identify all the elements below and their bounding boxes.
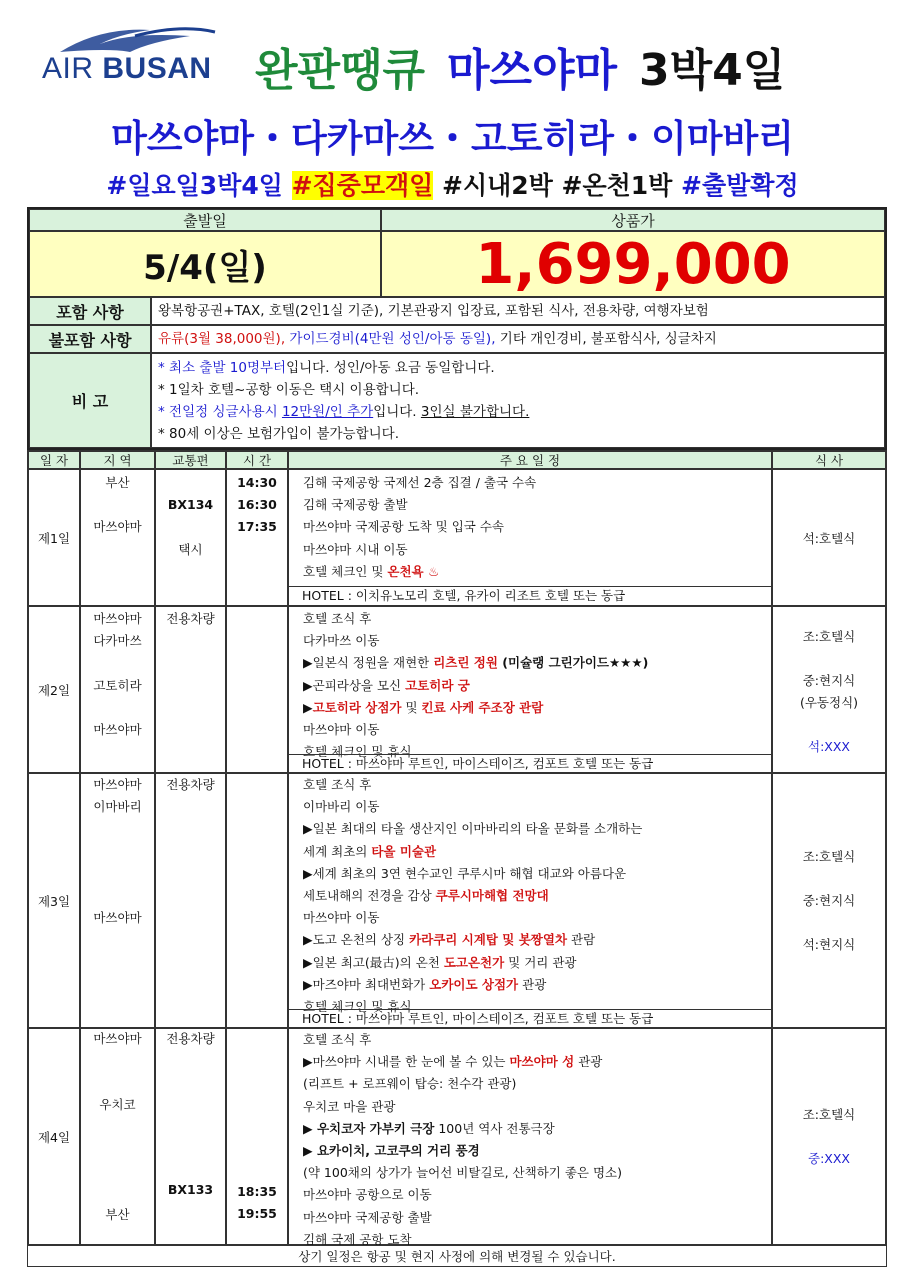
itinerary-item: 김해 국제공항 출발	[303, 497, 408, 513]
itinerary-item: 마쓰야마 공항으로 이동	[303, 1187, 432, 1203]
transport: 전용차량	[166, 1031, 215, 1046]
tag-onsen-night: #온천1박	[561, 171, 673, 200]
headline	[255, 34, 785, 98]
logo-text: AIR BUSAN	[42, 52, 212, 85]
itinerary-item: 세토내해의 전경을 감상	[303, 887, 436, 903]
kabuki-theater: ▶ 우치코자 가부키 극장	[303, 1120, 435, 1136]
tag-sunday: #일요일3박4일	[106, 171, 283, 200]
day2-transport	[155, 606, 226, 773]
itinerary-item: 및 거리 관광	[504, 954, 577, 970]
notes-text	[151, 353, 885, 448]
itinerary-item: 김해 국제 공항 도착	[303, 1231, 412, 1247]
day4-regions	[80, 1028, 155, 1245]
time: 19:55	[237, 1206, 277, 1221]
itinerary-item: 김해 국제공항 국제선 2층 집결 / 출국 수속	[303, 475, 537, 490]
flight-number: BX134	[167, 497, 214, 513]
itinerary-item: (약 100채의 상가가 늘어선 비탈길로, 산책하기 좋은 명소)	[303, 1165, 622, 1181]
route-line: 마쓰야마・다카마쓰・고토히라・이마바리	[111, 117, 794, 160]
tag-confirmed: #출발확정	[681, 171, 799, 200]
single-charge: 12만원/인 추가	[281, 404, 374, 420]
day3-times	[226, 773, 288, 1028]
itinerary-item: ▶ 요카이치, 고코쿠의 거리 풍경	[303, 1142, 480, 1158]
itinerary-item: 100년 역사 전통극장	[434, 1120, 555, 1136]
no-triple: 3인실 불가합니다.	[420, 404, 530, 420]
itinerary-item: ▶도고 온천의 상징	[303, 932, 410, 948]
note-2: * 1일차 호텔~공항 이동은 택시 이용합니다.	[158, 382, 420, 398]
info-table	[27, 207, 887, 450]
time: 14:30	[237, 475, 277, 490]
destination-title: 마쓰야마	[447, 45, 618, 96]
day4-itinerary	[288, 1028, 772, 1245]
region: 마쓰야마	[93, 519, 142, 535]
day4-transport	[155, 1028, 226, 1245]
col-time: 시 간	[226, 451, 288, 469]
itinerary-item: 우치코 마을 관광	[303, 1098, 396, 1114]
itinerary-item: 이마바리 이동	[303, 799, 380, 815]
onsen-bath: 온천욕 ♨	[387, 563, 440, 579]
day1-meal: 석:호텔식	[772, 469, 886, 606]
hashtags	[0, 166, 905, 202]
kurushima-observatory: 쿠루시마해협 전망대	[435, 887, 549, 903]
meal: (우동정식)	[799, 695, 859, 710]
col-meal: 식 사	[772, 451, 886, 469]
region: 우치코	[99, 1097, 136, 1112]
day2-meals	[772, 606, 886, 773]
day2-regions	[80, 606, 155, 773]
time: 16:30	[237, 497, 277, 513]
day2-times	[226, 606, 288, 773]
meal: 중:현지식	[802, 673, 856, 688]
promo-title: 완판땡큐	[255, 45, 426, 96]
region: 마쓰야마	[93, 1031, 142, 1046]
itinerary-item: 호텔 체크인 및	[303, 563, 388, 579]
excluded-text	[151, 325, 885, 353]
itinerary-item: 다카마쓰 이동	[303, 633, 380, 649]
region: 이마바리	[93, 799, 142, 815]
included-text: 왕복항공권+TAX, 호텔(2인1실 기준), 기본관광지 입장료, 포함된 식사, 전용차량, 여행자보험	[151, 297, 885, 325]
day1-times	[226, 469, 288, 606]
region: 마쓰야마	[93, 611, 142, 626]
sake-brewery: 킨료 사케 주조장 관람	[421, 699, 544, 715]
excluded-label: 불포함 사항	[29, 325, 151, 353]
okaido-street: 오카이도 상점가	[429, 976, 519, 992]
region: 다카마쓰	[93, 633, 142, 649]
clock-tower: 카라쿠리 시계탑 및 봇짱열차	[409, 932, 568, 948]
schedule-table	[27, 450, 887, 1267]
flight-number: BX133	[167, 1182, 214, 1197]
itinerary-item: ▶일본 최대의 타올 생산지인 이마바리의 타올 문화를 소개하는	[303, 821, 643, 837]
min-departure: * 최소 출발 10명부터	[158, 360, 287, 376]
bullet: ▶	[303, 699, 313, 715]
meal: 중:XXX	[808, 1151, 850, 1166]
itinerary-item: ▶마즈야마 최대번화가	[303, 976, 430, 992]
tag-focus-day: #집중모객일	[291, 171, 434, 200]
itinerary-item: 마쓰야마 국제공항 도착 및 입국 수속	[303, 519, 504, 535]
meal: 석:XXX	[808, 739, 850, 754]
itinerary-item: (리프트 + 로프웨이 탑승: 천수각 관광)	[303, 1076, 517, 1092]
time: 18:35	[237, 1184, 277, 1199]
itinerary-item: 관광	[518, 976, 547, 992]
note-1-rest: 입니다. 성인/아동 요금 동일합니다.	[286, 360, 495, 376]
itinerary-item: 마쓰야마 국제공항 출발	[303, 1209, 432, 1225]
day3-itinerary	[288, 773, 772, 1028]
transport: 택시	[178, 541, 203, 557]
note-4: * 80세 이상은 보험가입이 불가능합니다.	[158, 426, 399, 442]
dogo-onsen-street: 도고온천가	[443, 954, 505, 970]
meal: 조:호텔식	[802, 1107, 856, 1122]
day2-hotel: HOTEL : 마쓰야마 루트인, 마이스테이즈, 컴포트 호텔 또는 동급	[288, 754, 772, 773]
price-header: 상품가	[381, 209, 885, 231]
region: 부산	[105, 475, 130, 490]
kotohira-street: 고토히라 상점가	[312, 699, 402, 715]
transport: 전용차량	[166, 611, 215, 626]
itinerary-item: 관람	[567, 932, 596, 948]
fuel-surcharge: 유류(3월 38,000원),	[158, 331, 286, 347]
air-busan-logo	[40, 22, 220, 92]
region: 마쓰야마	[93, 721, 142, 737]
itinerary-item: 세계 최초의	[303, 843, 372, 859]
day1-label: 제1일	[28, 469, 80, 606]
day4-times	[226, 1028, 288, 1245]
itinerary-item: ▶일본식 정원을 재현한	[303, 655, 434, 671]
itinerary-item: 호텔 조식 후	[303, 611, 372, 626]
itinerary-item: 마쓰야마 시내 이동	[303, 541, 408, 557]
day3-regions	[80, 773, 155, 1028]
region: 마쓰야마	[93, 910, 142, 926]
day3-hotel: HOTEL : 마쓰야마 루트인, 마이스테이즈, 컴포트 호텔 또는 동급	[288, 1009, 772, 1028]
ritsurin-garden: 리츠린 정원	[433, 655, 498, 671]
time: 17:35	[237, 519, 277, 535]
day3-transport	[155, 773, 226, 1028]
itinerary-item: 관광	[574, 1054, 603, 1070]
itinerary-item: 마쓰야마 이동	[303, 721, 380, 737]
meal: 조:호텔식	[802, 849, 856, 864]
kotohira-shrine: 고토히라 궁	[405, 677, 470, 693]
day2-label: 제2일	[28, 606, 80, 773]
day2-itinerary	[288, 606, 772, 773]
day1-hotel: HOTEL : 이치유노모리 호텔, 유카이 리조트 호텔 또는 동급	[288, 586, 772, 606]
itinerary-item: 호텔 체크인 및 휴식	[303, 998, 412, 1014]
meal: 조:호텔식	[802, 629, 856, 644]
date-header: 출발일	[29, 209, 381, 231]
itinerary-item: ▶마쓰야마 시내를 한 눈에 볼 수 있는	[303, 1054, 510, 1070]
day3-meals	[772, 773, 886, 1028]
michelin-note: (미슐랭 그린가이드★★★)	[497, 655, 649, 671]
region: 부산	[105, 1207, 130, 1222]
tag-city-nights: #시내2박	[442, 171, 553, 200]
price: 1,699,000	[381, 231, 885, 297]
footer-note: 상기 일정은 항공 및 현지 사정에 의해 변경될 수 있습니다.	[28, 1245, 886, 1266]
region: 마쓰야마	[93, 777, 142, 792]
itinerary-item: 호텔 체크인 및 휴식	[303, 744, 412, 760]
meal: 중:현지식	[802, 893, 856, 908]
col-region: 지 역	[80, 451, 155, 469]
conjunction: 및	[401, 699, 422, 715]
towel-museum: 타올 미술관	[371, 843, 437, 859]
departure-date: 5/4(일)	[29, 231, 381, 297]
region: 고토히라	[93, 677, 142, 693]
itinerary-item: 호텔 조식 후	[303, 777, 372, 792]
note-3c: 입니다.	[373, 404, 421, 420]
duration-title: 3박4일	[639, 45, 786, 96]
day4-label: 제4일	[28, 1028, 80, 1245]
transport: 전용차량	[166, 777, 215, 792]
note-3a: * 전일정 싱글사용시	[158, 404, 282, 420]
meal: 석:현지식	[802, 937, 856, 952]
itinerary-item: ▶일본 최고(最古)의 온천	[303, 954, 444, 970]
day3-label: 제3일	[28, 773, 80, 1028]
col-transport: 교통편	[155, 451, 226, 469]
included-label: 포함 사항	[29, 297, 151, 325]
day1-regions	[80, 469, 155, 606]
itinerary-item: 호텔 조식 후	[303, 1032, 372, 1047]
col-day: 일 자	[28, 451, 80, 469]
itinerary-item: ▶곤피라상을 모신	[303, 677, 406, 693]
day1-transport	[155, 469, 226, 606]
itinerary-item: 마쓰야마 이동	[303, 910, 380, 926]
matsuyama-castle: 마쓰야마 성	[509, 1054, 575, 1070]
excluded-rest: 기타 개인경비, 불포함식사, 싱글차지	[499, 331, 717, 347]
notes-label: 비 고	[29, 353, 151, 448]
day4-meals	[772, 1028, 886, 1245]
guide-fee: 가이드경비(4만원 성인/아동 동일),	[289, 331, 496, 347]
col-itinerary: 주 요 일 정	[288, 451, 772, 469]
itinerary-item: ▶세계 최초의 3연 현수교인 쿠루시마 해협 대교와 아름다운	[303, 865, 627, 881]
